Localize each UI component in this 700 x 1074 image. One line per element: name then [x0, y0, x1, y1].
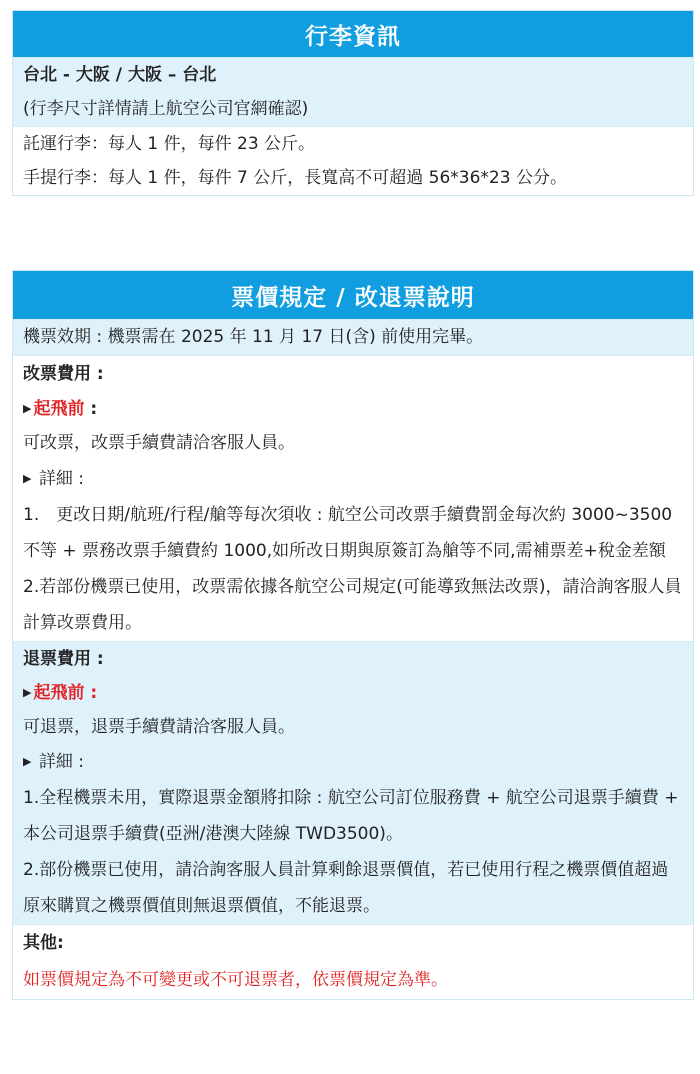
triangle-right-icon: ▶ — [23, 755, 32, 768]
baggage-info-title: 行李資訊 — [13, 11, 693, 57]
refund-detail-2: 2.部份機票已使用，請洽詢客服人員計算剩餘退票價值，若已使用行程之機票價值超過原來購買之機票價值則無退票價值，不能退票。 — [13, 852, 693, 924]
refund-detail-toggle[interactable] — [13, 744, 693, 780]
triangle-right-icon: ▶ — [23, 686, 32, 699]
change-summary: 可改票，改票手續費請洽客服人員。 — [13, 426, 693, 461]
refund-before-suffix: : — [84, 683, 98, 703]
baggage-info-section — [12, 10, 694, 196]
checked-baggage: 託運行李：每人 1 件，每件 23 公斤。 — [13, 126, 693, 161]
triangle-right-icon: ▶ — [23, 472, 32, 485]
change-detail-toggle[interactable] — [13, 461, 693, 497]
change-before-label: 起飛前 — [33, 399, 85, 419]
change-fee-heading: 改票費用 : — [13, 355, 693, 392]
other-text: 如票價規定為不可變更或不可退票者，依票價規定為準。 — [13, 961, 693, 999]
refund-summary: 可退票，退票手續費請洽客服人員。 — [13, 710, 693, 744]
change-before-departure — [13, 392, 693, 426]
baggage-route: 台北 - 大阪 / 大阪 – 台北 — [13, 57, 693, 92]
other-heading: 其他: — [13, 924, 693, 961]
fare-rules-title: 票價規定 / 改退票說明 — [13, 271, 693, 319]
carry-on-baggage: 手提行李：每人 1 件，每件 7 公斤，長寬高不可超過 56*36*23 公分。 — [13, 161, 693, 195]
baggage-note: (行李尺寸詳情請上航空公司官網確認) — [13, 92, 693, 126]
refund-before-departure — [13, 676, 693, 710]
fare-rules-section — [12, 270, 694, 1000]
refund-detail-label: 詳細 : — [38, 752, 85, 772]
change-detail-1: 1. 更改日期/航班/行程/艙等每次須收 : 航空公司改票手續費罰金每次約 3000~3500 不等 + 票務改票手續費約 1000,如所改日期與原簽訂為艙等不同,需補票差+稅金差額 — [13, 497, 693, 569]
refund-fee-heading: 退票費用 : — [13, 641, 693, 676]
change-detail-2: 2.若部份機票已使用，改票需依據各航空公司規定(可能導致無法改票)，請洽詢客服人員計算改票費用。 — [13, 569, 693, 641]
refund-before-label: 起飛前 — [33, 683, 85, 703]
change-detail-label: 詳細 : — [38, 469, 85, 489]
ticket-validity: 機票效期 : 機票需在 2025 年 11 月 17 日(含) 前使用完畢。 — [13, 319, 693, 355]
triangle-right-icon: ▶ — [23, 402, 32, 415]
refund-detail-1: 1.全程機票未用，實際退票金額將扣除 : 航空公司訂位服務費 + 航空公司退票手續費 + 本公司退票手續費(亞洲/港澳大陸線 TWD3500)。 — [13, 780, 693, 852]
change-before-suffix: : — [84, 399, 98, 419]
